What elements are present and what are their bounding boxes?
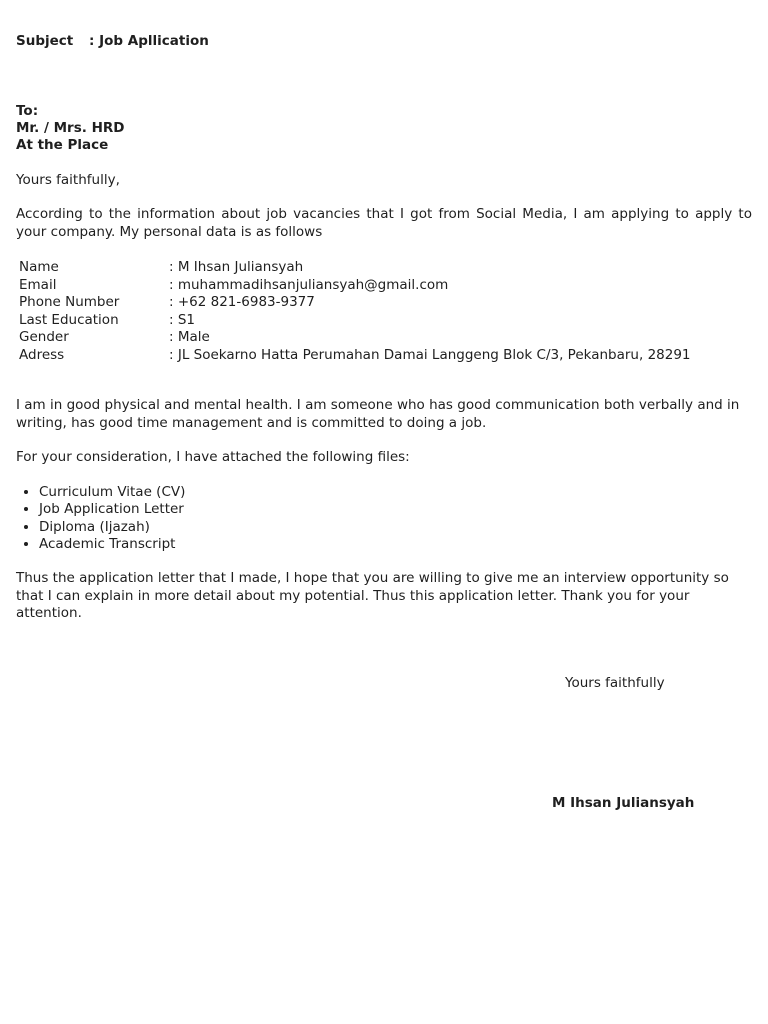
table-row [19, 259, 691, 277]
list-item: • Curriculum Vitae (CV) [39, 484, 185, 501]
intro-paragraph: According to the information about job vacancies that I got from Social Media, I am applying to apply to your company. My personal data is as follows [16, 206, 752, 240]
closing-paragraph: Thus the application letter that I made, I hope that you are willing to give me an interview opportunity so that I can explain in more detail about my potential. Thus this application letter. Thank you for your attention. [16, 570, 729, 621]
field-value: : Male [169, 329, 210, 345]
field-label: Last Education [19, 311, 119, 328]
salutation: Yours faithfully, [16, 172, 120, 188]
signature-name: M Ihsan Juliansyah [552, 795, 695, 811]
table-row [19, 277, 691, 295]
recipient-block [16, 103, 124, 154]
subject-value: : Job Apllication [89, 33, 209, 49]
field-value: : +62 821-6983-9377 [169, 294, 315, 310]
attachments-intro: For your consideration, I have attached the following files: [16, 449, 410, 465]
list-item: • Academic Transcript [39, 536, 185, 553]
table-row [19, 294, 691, 312]
field-label: Name [19, 259, 59, 275]
field-value: : JL Soekarno Hatta Perumahan Damai Langgeng Blok C/3, Pekanbaru, 28291 [169, 346, 691, 363]
field-label: Email [19, 276, 57, 293]
field-label: Phone Number [19, 294, 120, 310]
subject-line [16, 33, 209, 51]
health-paragraph: I am in good physical and mental health. I am someone who has good communication both verbally and in writing, has good time management and is committed to doing a job. [16, 397, 740, 431]
list-item: • Diploma (Ijazah) [39, 519, 185, 536]
recipient-name: Mr. / Mrs. HRD [16, 120, 125, 136]
recipient-place: At the Place [16, 137, 109, 153]
attachments-list [16, 484, 185, 553]
field-label: Adress [19, 346, 65, 363]
recipient-to: To: [16, 103, 39, 119]
field-value: : muhammadihsanjuliansyah@gmail.com [169, 276, 449, 293]
subject-label: Subject [16, 33, 74, 49]
table-row [19, 347, 691, 365]
signoff: Yours faithfully [565, 675, 665, 691]
table-row [19, 312, 691, 330]
field-label: Gender [19, 329, 69, 345]
table-row [19, 329, 691, 347]
personal-data-table [19, 259, 691, 364]
field-value: : M Ihsan Juliansyah [169, 259, 304, 275]
list-item: • Job Application Letter [39, 501, 185, 518]
field-value: : S1 [169, 311, 195, 328]
